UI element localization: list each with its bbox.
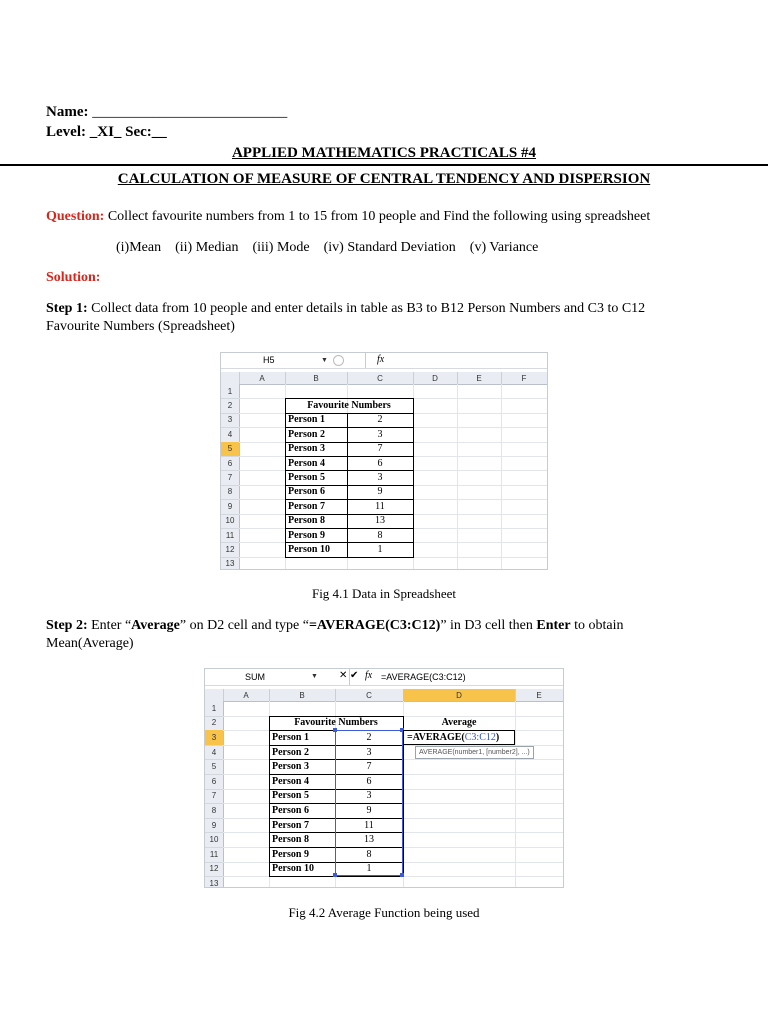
column-header-a[interactable]: A bbox=[239, 372, 286, 384]
question-text: Collect favourite numbers from 1 to 15 from 10 people and Find the following using spreadsheet bbox=[104, 209, 651, 224]
row-header-2[interactable]: 2 bbox=[221, 398, 239, 413]
person-cell[interactable]: Person 3 bbox=[272, 761, 309, 773]
row-header-13[interactable]: 13 bbox=[205, 876, 223, 888]
step2-text-line2: Mean(Average) bbox=[46, 636, 134, 651]
row-header-11[interactable]: 11 bbox=[221, 528, 239, 543]
row-header-8[interactable]: 8 bbox=[221, 485, 239, 500]
favourite-number-cell[interactable]: 9 bbox=[366, 804, 372, 816]
person-cell[interactable]: Person 7 bbox=[272, 819, 309, 831]
person-cell[interactable]: Person 4 bbox=[272, 775, 309, 787]
name-label: Name: bbox=[46, 104, 93, 120]
question bbox=[46, 209, 650, 225]
favourite-number-cell[interactable]: 3 bbox=[377, 472, 383, 484]
person-cell[interactable]: Person 4 bbox=[288, 457, 325, 469]
grid-column-line bbox=[515, 701, 516, 888]
person-cell[interactable]: Person 3 bbox=[288, 443, 325, 455]
favourite-number-cell[interactable]: 11 bbox=[375, 500, 385, 512]
name-box-dropdown-icon[interactable]: ▼ bbox=[311, 673, 318, 680]
column-header-d[interactable]: D bbox=[403, 689, 516, 701]
step2 bbox=[46, 618, 623, 634]
column-header-e[interactable]: E bbox=[515, 689, 564, 701]
person-cell[interactable]: Person 8 bbox=[288, 515, 325, 527]
question-label: Question: bbox=[46, 209, 105, 224]
favourite-numbers-header[interactable]: Favourite Numbers bbox=[307, 400, 391, 412]
practical-subtitle: CALCULATION OF MEASURE OF CENTRAL TENDENCY AND DISPERSION bbox=[117, 171, 651, 187]
person-cell[interactable]: Person 9 bbox=[272, 848, 309, 860]
column-header-c[interactable]: C bbox=[347, 372, 414, 384]
row-header-1[interactable]: 1 bbox=[205, 701, 223, 717]
row-header-2[interactable]: 2 bbox=[205, 716, 223, 732]
name-box-value: SUM bbox=[245, 671, 265, 682]
person-cell[interactable]: Person 5 bbox=[288, 472, 325, 484]
practical-title: APPLIED MATHEMATICS PRACTICALS #4 bbox=[231, 145, 537, 161]
row-headers bbox=[221, 384, 240, 569]
step2-text-2: ” on D2 cell and type “ bbox=[179, 618, 309, 633]
name-box-value: H5 bbox=[263, 355, 275, 365]
select-all-corner[interactable] bbox=[221, 372, 240, 384]
row-header-9[interactable]: 9 bbox=[221, 499, 239, 514]
row-header-8[interactable]: 8 bbox=[205, 803, 223, 819]
row-header-5[interactable]: 5 bbox=[221, 442, 239, 457]
row-header-5[interactable]: 5 bbox=[205, 759, 223, 775]
formula-content[interactable]: =AVERAGE(C3:C12) bbox=[381, 672, 466, 682]
name-field bbox=[46, 104, 287, 121]
step1-text: Collect data from 10 people and enter details in table as B3 to B12 Person Numbers and C3 to C12 bbox=[87, 301, 646, 316]
person-cell[interactable]: Person 7 bbox=[288, 500, 325, 512]
column-header-c[interactable]: C bbox=[335, 689, 404, 701]
person-cell[interactable]: Person 6 bbox=[288, 486, 325, 498]
range-selection-c3-c12 bbox=[335, 730, 403, 876]
selection-handle[interactable] bbox=[400, 873, 404, 877]
person-cell[interactable]: Person 2 bbox=[288, 428, 325, 440]
person-cell[interactable]: Person 8 bbox=[272, 834, 309, 846]
favourite-number-cell[interactable]: 8 bbox=[366, 848, 372, 860]
cancel-icon[interactable]: ✕ bbox=[339, 670, 348, 681]
formula-range-ref: C3:C12 bbox=[464, 731, 496, 743]
step1-text-line2: Favourite Numbers (Spreadsheet) bbox=[46, 319, 235, 334]
function-tooltip: AVERAGE(number1, [number2], ...) bbox=[415, 746, 534, 759]
person-cell[interactable]: Person 10 bbox=[272, 863, 314, 875]
name-box[interactable] bbox=[205, 669, 350, 685]
favourite-number-cell[interactable]: 11 bbox=[364, 819, 374, 831]
name-box-dropdown-icon[interactable]: ▼ bbox=[321, 357, 328, 364]
select-all-corner[interactable] bbox=[205, 689, 224, 701]
solution-label: Solution: bbox=[46, 270, 101, 285]
favourite-numbers-header[interactable]: Favourite Numbers bbox=[294, 717, 378, 729]
column-header-d[interactable]: D bbox=[413, 372, 458, 384]
enter-icon[interactable]: ✔ bbox=[350, 670, 359, 681]
favourite-number-cell[interactable]: 13 bbox=[364, 834, 374, 846]
fx-icon[interactable]: fx bbox=[365, 670, 373, 681]
favourite-number-cell[interactable]: 6 bbox=[366, 775, 372, 787]
row-header-12[interactable]: 12 bbox=[221, 542, 239, 557]
favourite-number-cell[interactable]: 7 bbox=[377, 443, 383, 455]
column-header-b[interactable]: B bbox=[269, 689, 336, 701]
grid-column-line bbox=[563, 701, 564, 888]
row-header-12[interactable]: 12 bbox=[205, 862, 223, 878]
favourite-number-cell[interactable]: 8 bbox=[377, 529, 383, 541]
row-header-1[interactable]: 1 bbox=[221, 384, 239, 399]
favourite-number-cell[interactable]: 3 bbox=[366, 790, 372, 802]
step2-text-4: to obtain bbox=[570, 618, 624, 633]
row-header-6[interactable]: 6 bbox=[205, 774, 223, 790]
row-header-11[interactable]: 11 bbox=[205, 847, 223, 863]
person-cell[interactable]: Person 9 bbox=[288, 529, 325, 541]
person-cell[interactable]: Person 1 bbox=[272, 731, 309, 743]
row-header-10[interactable]: 10 bbox=[205, 832, 223, 848]
spreadsheet-fig1 bbox=[220, 352, 548, 570]
row-header-7[interactable]: 7 bbox=[221, 470, 239, 485]
favourite-number-cell[interactable]: 3 bbox=[366, 746, 372, 758]
column-header-b[interactable]: B bbox=[285, 372, 348, 384]
person-cell[interactable]: Person 10 bbox=[288, 544, 330, 556]
person-cell[interactable]: Person 5 bbox=[272, 790, 309, 802]
person-cell[interactable]: Person 2 bbox=[272, 746, 309, 758]
row-header-3[interactable]: 3 bbox=[221, 413, 239, 428]
row-header-10[interactable]: 10 bbox=[221, 514, 239, 529]
fig2-caption: Fig 4.2 Average Function being used bbox=[288, 905, 480, 920]
formula-suffix: ) bbox=[495, 731, 500, 743]
favourite-number-cell[interactable]: 7 bbox=[366, 761, 372, 773]
average-header-cell[interactable]: Average bbox=[441, 717, 477, 729]
row-header-9[interactable]: 9 bbox=[205, 818, 223, 834]
step1-label: Step 1: bbox=[46, 301, 88, 316]
selection-handle[interactable] bbox=[333, 873, 337, 877]
step2-text-3: ” in D3 cell then bbox=[440, 618, 537, 633]
spreadsheet-fig2 bbox=[204, 668, 564, 888]
row-header-13[interactable]: 13 bbox=[221, 557, 239, 570]
favourite-number-cell[interactable]: 1 bbox=[366, 863, 372, 875]
favourite-number-cell[interactable]: 1 bbox=[377, 544, 383, 556]
column-headers bbox=[221, 372, 547, 385]
row-header-3[interactable]: 3 bbox=[205, 730, 223, 746]
step2-formula: =AVERAGE(C3:C12) bbox=[308, 618, 441, 633]
level-section: Level: _XI_ Sec:__ bbox=[46, 124, 167, 140]
step2-enter-word: Enter bbox=[536, 618, 571, 633]
row-header-4[interactable]: 4 bbox=[205, 745, 223, 761]
selection-handle[interactable] bbox=[333, 728, 337, 732]
row-header-7[interactable]: 7 bbox=[205, 789, 223, 805]
favourite-number-cell[interactable]: 13 bbox=[375, 515, 385, 527]
fx-icon[interactable]: fx bbox=[377, 354, 385, 365]
fig1-caption: Fig 4.1 Data in Spreadsheet bbox=[311, 586, 457, 601]
column-header-f[interactable]: F bbox=[501, 372, 548, 384]
favourite-number-cell[interactable]: 2 bbox=[377, 414, 383, 426]
row-headers bbox=[205, 701, 224, 887]
person-cell[interactable]: Person 1 bbox=[288, 414, 325, 426]
grid-column-line bbox=[547, 384, 548, 570]
column-headers bbox=[205, 689, 563, 702]
name-box[interactable] bbox=[221, 353, 366, 368]
column-header-e[interactable]: E bbox=[457, 372, 502, 384]
step2-text-1: Enter “ bbox=[87, 618, 132, 633]
step2-average-word: Average bbox=[131, 618, 180, 633]
formula-bar bbox=[205, 669, 563, 686]
step2-label: Step 2: bbox=[46, 618, 88, 633]
title-rule bbox=[0, 164, 768, 166]
favourite-number-cell[interactable]: 9 bbox=[377, 486, 383, 498]
row-header-6[interactable]: 6 bbox=[221, 456, 239, 471]
formula-prefix: =AVERAGE( bbox=[407, 731, 465, 743]
step1 bbox=[46, 301, 645, 317]
person-cell[interactable]: Person 6 bbox=[272, 804, 309, 816]
formula-bar bbox=[221, 353, 547, 369]
expand-icon bbox=[333, 355, 344, 366]
favourite-number-cell[interactable]: 2 bbox=[366, 731, 372, 743]
column-header-a[interactable]: A bbox=[223, 689, 270, 701]
favourite-number-cell[interactable]: 3 bbox=[377, 428, 383, 440]
row-header-4[interactable]: 4 bbox=[221, 427, 239, 442]
favourite-number-cell[interactable]: 6 bbox=[377, 457, 383, 469]
name-blank: __________________________ bbox=[92, 104, 288, 120]
average-formula-cell[interactable] bbox=[403, 730, 515, 745]
question-items: (i)Mean (ii) Median (iii) Mode (iv) Standard Deviation (v) Variance bbox=[116, 240, 539, 255]
